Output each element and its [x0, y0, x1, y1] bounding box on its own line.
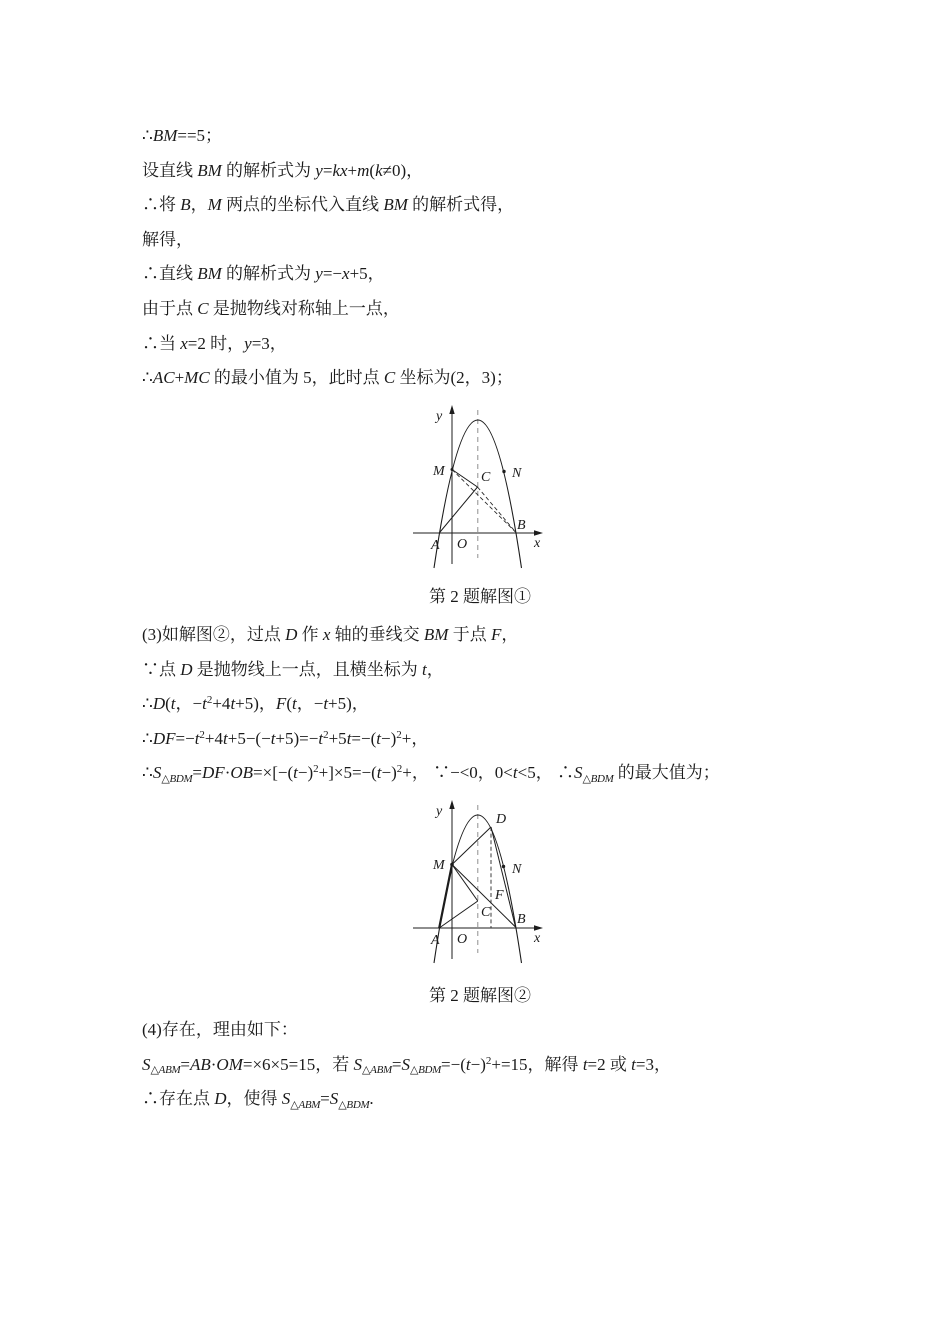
text-run: −) [297, 763, 314, 783]
origin-label: O [457, 537, 468, 552]
text-run: = [180, 1054, 190, 1074]
x-axis-label: x [534, 931, 541, 946]
text-line [142, 119, 514, 154]
text-run: t [512, 763, 518, 783]
solution-part3-text [142, 618, 720, 791]
text-run: BM [423, 625, 449, 644]
text-run: 由于点 [142, 298, 198, 318]
text-run: 2 [313, 763, 319, 776]
text-run: ∴直线 [142, 264, 198, 284]
text-run: (3)如解图②，过点 [142, 625, 286, 644]
text-run: 解得， [142, 229, 193, 249]
text-run: +5， [349, 264, 385, 284]
text-run: k [375, 160, 383, 180]
point-N-dot [502, 470, 505, 473]
origin-label: O [457, 932, 468, 947]
text-run: ，− [296, 694, 324, 714]
text-run: kx [332, 160, 348, 180]
text-run: −) [381, 763, 397, 783]
text-run: y [315, 264, 323, 284]
text-run: S [401, 1054, 410, 1074]
text-run: 2 [485, 1054, 492, 1067]
segment-MC [452, 470, 478, 488]
x-axis-arrow-icon [534, 530, 543, 535]
point-M-dot [450, 863, 454, 867]
text-run: t [202, 694, 207, 714]
text-run: −) [470, 1054, 486, 1074]
text-line [142, 223, 514, 258]
text-run: △ABM [290, 1098, 321, 1111]
text-run: t [376, 763, 382, 783]
y-axis-arrow-icon [449, 800, 454, 809]
text-run: S [281, 1089, 291, 1109]
segment-AC [439, 487, 477, 533]
text-run: +=15，解得 [491, 1054, 583, 1074]
text-run: . [369, 1089, 374, 1109]
text-run: −) [381, 728, 397, 748]
solution-part4-text [142, 1013, 671, 1117]
text-run: 2 [206, 694, 213, 707]
point-N-label: N [512, 466, 522, 481]
text-line [142, 653, 720, 688]
text-run: 2 [323, 728, 329, 741]
text-line [142, 188, 514, 223]
text-run: 2 [396, 763, 403, 776]
point-B-label: B [517, 912, 526, 927]
text-run: 2 [396, 728, 402, 741]
text-run: ( [286, 694, 292, 714]
text-run: ==5； [177, 126, 223, 145]
point-M-label: M [433, 858, 445, 873]
text-run: ，− [175, 694, 203, 714]
text-run: ∴ [142, 694, 153, 714]
text-line [142, 257, 514, 292]
text-run: F [490, 625, 502, 644]
text-run: DF [152, 728, 176, 748]
text-run: 的解析式得， [407, 195, 515, 215]
text-run: 轴的垂线交 [330, 625, 424, 644]
text-line [142, 361, 514, 396]
text-run: t [270, 728, 276, 748]
text-run: =− [175, 728, 195, 748]
text-run: +5)， [235, 694, 276, 714]
text-run: =2 或 [587, 1054, 632, 1074]
text-run: AB [189, 1054, 211, 1074]
text-run: BM [152, 126, 178, 145]
text-run: +]×5=−( [318, 763, 377, 783]
point-A-label: A [431, 933, 440, 948]
text-run: + [347, 160, 358, 180]
segment-DB [491, 827, 516, 927]
segment-MC [452, 865, 478, 902]
text-line [142, 722, 720, 757]
text-run: t [230, 694, 236, 714]
text-run: 设直线 [142, 160, 198, 180]
text-run: =− [322, 264, 343, 284]
text-run: (4)存在，理由如下： [142, 1020, 298, 1039]
text-run: △ABM [150, 1064, 181, 1077]
text-run: 是抛物线对称轴上一点， [208, 298, 400, 318]
text-run: ( [369, 160, 376, 180]
text-run: OM [216, 1054, 243, 1074]
text-run: OB [230, 763, 254, 783]
text-run: S [353, 1054, 362, 1074]
text-run: y [244, 333, 252, 353]
text-run: x [322, 625, 331, 644]
text-run: D [285, 625, 298, 644]
text-run: 两点的坐标代入直线 [221, 195, 384, 215]
text-run: ， [501, 625, 519, 644]
point-N-label: N [512, 862, 522, 877]
figure-1-diagram [405, 400, 565, 575]
text-run: BM [197, 160, 222, 180]
text-run: t [293, 763, 298, 783]
segment-AM [439, 865, 452, 929]
text-run: +5−(− [227, 728, 271, 748]
text-run: t [323, 694, 329, 714]
text-run: t [223, 728, 228, 748]
y-axis-arrow-icon [449, 405, 454, 414]
text-run: x [342, 264, 350, 284]
text-run: t [170, 694, 176, 714]
point-C-label: C [481, 905, 491, 920]
solution-part2-text [142, 119, 514, 396]
text-line [142, 618, 720, 653]
text-run: ， [426, 659, 444, 679]
text-run: S [329, 1089, 339, 1109]
text-run: = [391, 1054, 402, 1074]
text-run: t [631, 1054, 636, 1074]
text-run: <5， ∴ [517, 763, 574, 783]
text-run: S [152, 763, 162, 783]
text-run: t [291, 694, 297, 714]
text-run: =2 时， [187, 333, 245, 353]
text-run: ∴ [142, 728, 153, 748]
text-run: +5)， [328, 694, 369, 714]
text-run: +4 [204, 728, 224, 748]
text-run: t [194, 728, 200, 748]
text-run: 的解析式为 [221, 160, 316, 180]
x-axis-label: x [534, 536, 541, 551]
text-run: ( [165, 694, 171, 714]
text-run: 的最大值为； [613, 763, 720, 783]
text-run: +5 [328, 728, 347, 748]
text-run: AC [152, 368, 175, 388]
text-run: x [180, 333, 188, 353]
text-line [142, 1082, 671, 1117]
text-run: = [192, 763, 203, 783]
text-run: M [207, 195, 222, 215]
text-run: DF [202, 763, 225, 783]
text-line [142, 687, 720, 722]
text-run: t [422, 659, 427, 679]
text-line [142, 327, 514, 362]
text-run: MC [184, 368, 210, 388]
text-line [142, 292, 514, 327]
text-run: F [275, 694, 287, 714]
text-run: △ABM [361, 1064, 392, 1077]
text-run: t [582, 1054, 588, 1074]
point-D-label: D [496, 812, 507, 827]
text-run: ∴ [142, 126, 153, 145]
text-run: · [210, 1054, 217, 1074]
text-run: +5)=− [275, 728, 319, 748]
point-C-label: C [481, 470, 491, 485]
text-run: 的解析式为 [221, 264, 316, 284]
text-run: m [357, 160, 370, 180]
text-run: =3， [251, 333, 287, 353]
text-run: t [376, 728, 381, 748]
text-run: S [142, 1054, 151, 1074]
text-run: ∵点 [142, 659, 181, 679]
text-run: △BDM [409, 1064, 442, 1077]
text-run: C [197, 298, 209, 318]
text-run: C [383, 368, 396, 388]
text-run: +， [401, 728, 429, 748]
figure-1-caption: 第 2 题解图① [429, 587, 531, 606]
text-run: △BDM [582, 772, 614, 785]
text-line [142, 1048, 671, 1083]
text-run: △BDM [161, 772, 193, 785]
dashed-segment-CB [478, 487, 516, 532]
text-run: ，使得 [226, 1089, 282, 1109]
text-run: 2 [199, 728, 205, 741]
text-run: ∴ [142, 763, 153, 783]
text-run: +， ∵−<0，0< [402, 763, 513, 783]
text-run: 的最小值为 5，此时点 [209, 368, 384, 388]
text-run: = [320, 1089, 330, 1109]
text-run: = [322, 160, 333, 180]
segment-AC [439, 901, 478, 928]
text-run: △BDM [338, 1098, 370, 1111]
text-run: B [180, 195, 191, 215]
text-run: 作 [297, 625, 323, 644]
point-M-dot [451, 468, 454, 471]
figure-2-diagram [405, 795, 565, 970]
text-run: ∴ [142, 368, 153, 388]
text-run: =−( [351, 728, 377, 748]
text-line [142, 1013, 671, 1048]
point-M-label: M [433, 464, 445, 479]
text-run: D [180, 659, 193, 679]
text-run: ∴存在点 [142, 1089, 215, 1109]
point-F-label: F [495, 888, 504, 903]
text-run: BM [197, 264, 222, 284]
text-run: ∴当 [142, 333, 181, 353]
text-run: =−( [441, 1054, 466, 1074]
text-run: y [315, 160, 323, 180]
text-run: D [152, 694, 166, 714]
text-run: 坐标为(2，3)； [395, 368, 513, 388]
figure-2-caption: 第 2 题解图② [429, 986, 531, 1005]
y-axis-label: y [436, 804, 443, 819]
text-run: D [214, 1089, 227, 1109]
point-N-dot [502, 865, 505, 868]
text-run: t [346, 728, 352, 748]
text-run: =×[−( [253, 763, 294, 783]
point-A-label: A [431, 538, 440, 553]
text-run: BM [383, 195, 408, 215]
text-run: t [465, 1054, 471, 1074]
text-line [142, 756, 720, 791]
text-run: t [318, 728, 324, 748]
text-run: ≠0)， [382, 160, 424, 180]
text-run: 是抛物线上一点，且横坐标为 [192, 659, 423, 679]
text-run: =×6×5=15，若 [242, 1054, 354, 1074]
text-run: + [174, 368, 185, 388]
text-run: · [224, 763, 231, 783]
text-run: S [573, 763, 583, 783]
text-run: ∴将 [142, 195, 181, 215]
text-line [142, 154, 514, 189]
text-run: =3， [635, 1054, 671, 1074]
text-run: 于点 [448, 625, 491, 644]
y-axis-label: y [436, 409, 443, 424]
x-axis-arrow-icon [534, 925, 543, 930]
text-run: +4 [212, 694, 231, 714]
text-run: ， [190, 195, 208, 215]
point-B-label: B [517, 518, 526, 533]
